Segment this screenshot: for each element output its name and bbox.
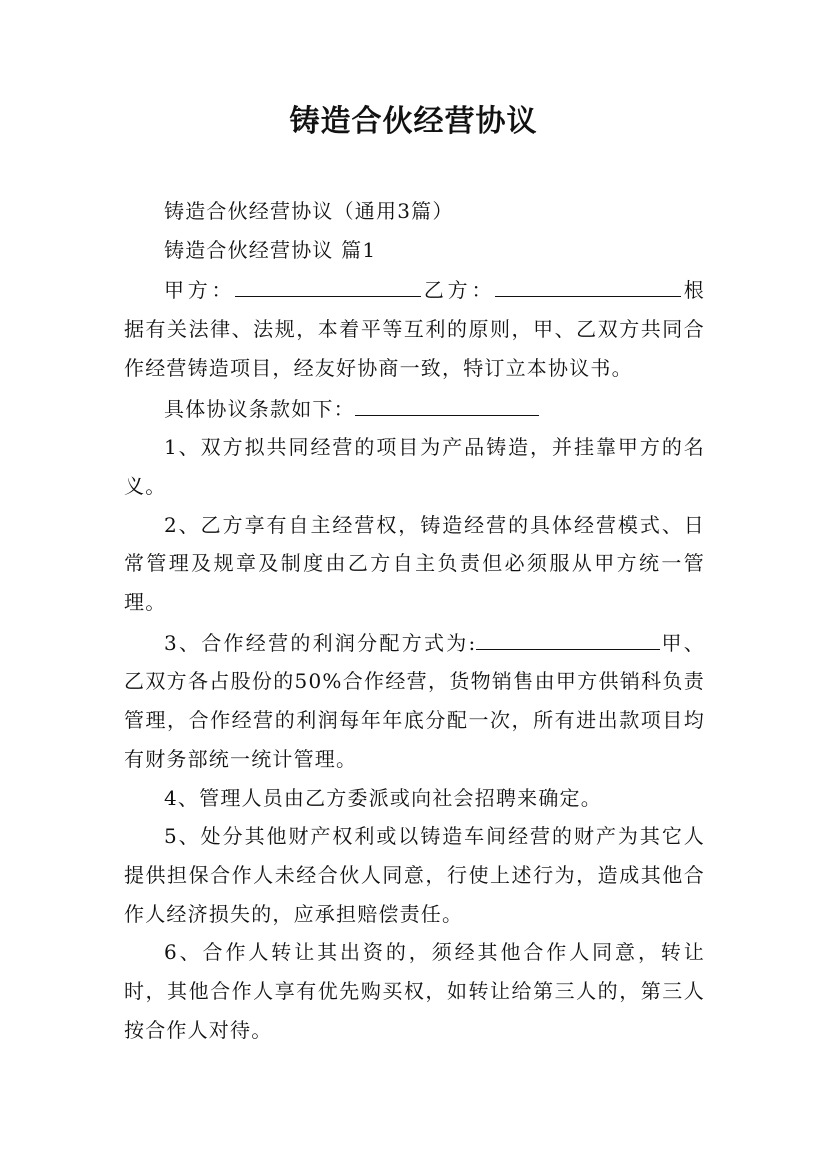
- terms-blank: [355, 388, 539, 416]
- document-title: 铸造合伙经营协议: [289, 104, 538, 139]
- clause-3-prefix: 3、合作经营的利润分配方式为:: [164, 630, 477, 655]
- subtitle-paragraph: [124, 192, 705, 231]
- party-b-blank: [495, 269, 681, 297]
- document-body: [124, 192, 705, 1049]
- clause-5-text: 5、处分其他财产权利或以铸造车间经营的财产为其它人提供担保合作人未经合伙人同意，行使上述行为，造成其他合作人经济损失的，应承担赔偿责任。: [124, 824, 705, 926]
- terms-intro-paragraph: [124, 388, 705, 429]
- clause-2-paragraph: [124, 506, 705, 622]
- parties-paragraph: [124, 269, 705, 387]
- party-b-label: 乙方：: [421, 278, 496, 303]
- profit-method-blank: [476, 622, 660, 650]
- clause-2-text: 2、乙方享有自主经营权，铸造经营的具体经营模式、日常管理及规章及制度由乙方自主负责但必须服从甲方统一管理。: [124, 512, 705, 615]
- part-heading-paragraph: [124, 231, 705, 270]
- clause-5-paragraph: [124, 817, 705, 933]
- party-a-blank: [235, 269, 421, 297]
- clause-3-paragraph: [124, 622, 705, 779]
- clause-6-text: 6、合作人转让其出资的，须经其他合作人同意，转让时，其他合作人享有优先购买权，如转让给第三人的，第三人按合作人对待。: [124, 940, 705, 1042]
- intro-text: 根据有关法律、法规，本着平等互利的原则，甲、乙双方共同合作经营铸造项目，经友好协商一致，特订立本协议书。: [124, 278, 705, 380]
- clause-1-paragraph: [124, 428, 705, 505]
- subtitle-text: 铸造合伙经营协议（通用3篇）: [164, 199, 454, 223]
- part-heading-text: 铸造合伙经营协议 篇1: [164, 237, 377, 262]
- party-a-label: 甲方：: [164, 278, 236, 303]
- clause-6-paragraph: [124, 933, 705, 1049]
- clause-3-suffix: 甲、乙双方各占股份的50%合作经营，货物销售由甲方供销科负责管理，合作经营的利润每年年底分配一次，所有进出款项目均有财务部统一统计管理。: [124, 630, 705, 771]
- terms-intro-text: 具体协议条款如下：: [164, 396, 355, 421]
- clause-1-text: 1、双方拟共同经营的项目为产品铸造，并挂靠甲方的名义。: [124, 435, 705, 498]
- clause-4-text: 4、管理人员由乙方委派或向社会招聘来确定。: [164, 785, 602, 810]
- clause-4-paragraph: [124, 779, 705, 818]
